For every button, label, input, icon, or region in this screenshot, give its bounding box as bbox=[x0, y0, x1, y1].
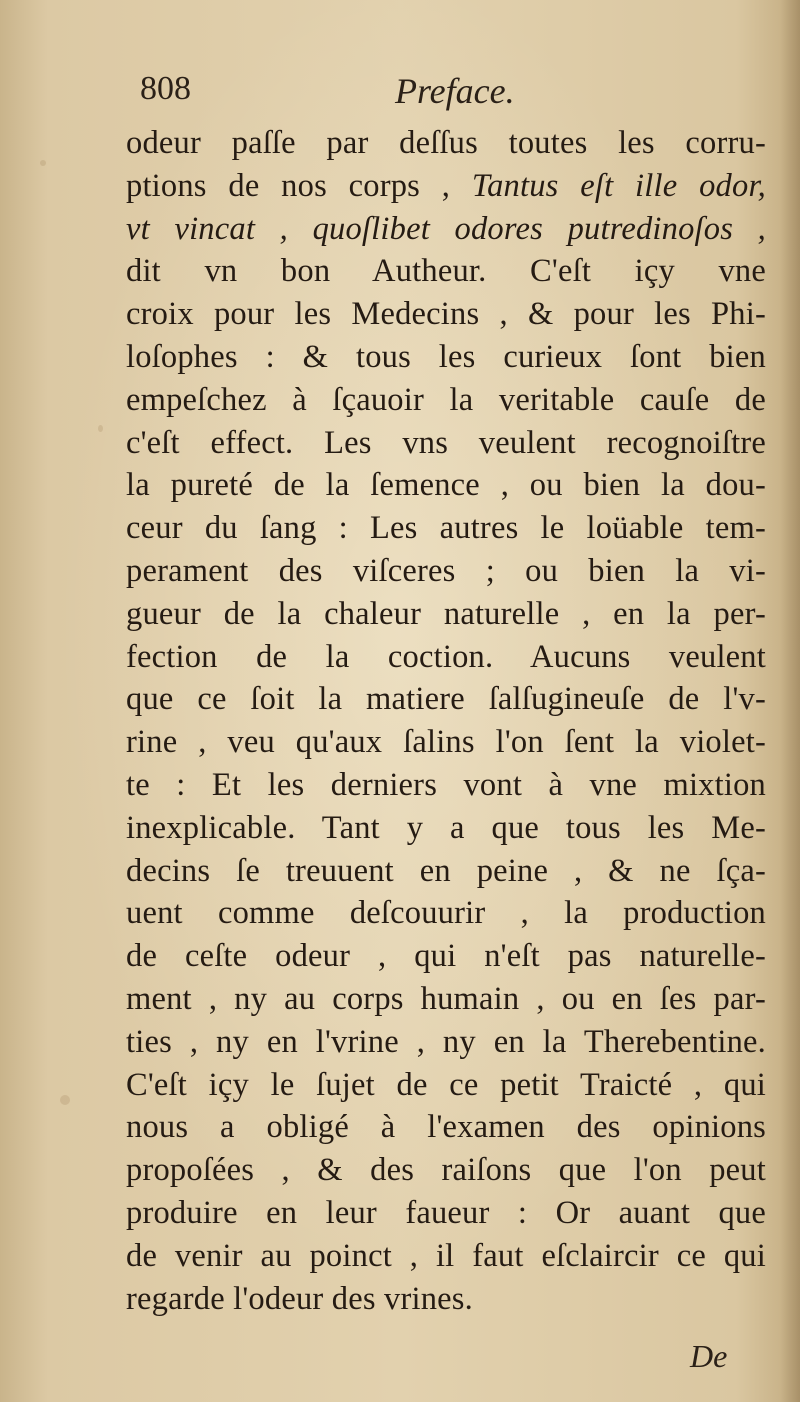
text-line: c'eſt effect. Les vns veulent recognoiſtre bbox=[126, 424, 766, 461]
text-line: ment , ny au corps humain , ou en ſes par- bbox=[126, 980, 766, 1017]
text-line: croix pour les Medecins , & pour les Phi- bbox=[126, 296, 766, 333]
foxing-spot bbox=[40, 160, 46, 166]
text-line: la pureté de la ſemence , ou bien la dou- bbox=[126, 467, 766, 504]
latin-quote: vt vincat , quoſlibet odores putredinoſos , bbox=[126, 210, 766, 247]
text-line: C'eſt içy le ſujet de ce petit Traicté , qui bbox=[126, 1066, 766, 1103]
text-line: produire en leur faueur : Or auant que bbox=[126, 1194, 766, 1231]
text-line: rine , veu qu'aux ſalins l'on ſent la violet- bbox=[126, 724, 766, 761]
text-line: de ceſte odeur , qui n'eſt pas naturelle- bbox=[126, 938, 766, 975]
text-line: perament des viſceres ; ou bien la vi- bbox=[126, 552, 766, 589]
text-line: inexplicable. Tant y a que tous les Me- bbox=[126, 809, 766, 846]
page-header bbox=[140, 62, 660, 122]
text-line: ceur du ſang : Les autres le loüable tem- bbox=[126, 510, 766, 547]
text-line: gueur de la chaleur naturelle , en la per- bbox=[126, 595, 766, 632]
foxing-spot bbox=[60, 1095, 70, 1105]
text-line: ties , ny en l'vrine , ny en la Therebentine. bbox=[126, 1023, 766, 1060]
text-line: loſophes : & tous les curieux ſont bien bbox=[126, 338, 766, 375]
text-line: propoſées , & des raiſons que l'on peut bbox=[126, 1152, 766, 1189]
page-edge-shadow bbox=[780, 0, 800, 1402]
body-text bbox=[126, 122, 766, 1320]
text-line: odeur paſſe par deſſus toutes les corru- bbox=[126, 125, 766, 161]
text-line: nous a obligé à l'examen des opinions bbox=[126, 1109, 766, 1146]
text-line: de venir au poinct , il faut eſclaircir ce qui bbox=[126, 1237, 766, 1274]
page-number: 808 bbox=[140, 70, 191, 107]
text-line: que ce ſoit la matiere ſalſugineuſe de l'v- bbox=[126, 681, 766, 718]
text-line: empeſchez à ſçauoir la veritable cauſe de bbox=[126, 381, 766, 418]
text-segment: ptions de nos corps , bbox=[126, 167, 451, 204]
text-line: decins ſe treuuent en peine , & ne ſça- bbox=[126, 852, 766, 889]
catchword: De bbox=[690, 1338, 728, 1374]
text-line bbox=[126, 165, 766, 208]
text-line: dit vn bon Autheur. C'eſt içy vne bbox=[126, 253, 766, 290]
running-head: Preface. bbox=[395, 71, 515, 111]
text-line: regarde l'odeur des vrines. bbox=[126, 1280, 473, 1317]
text-line bbox=[126, 208, 766, 251]
text-line: fection de la coction. Aucuns veulent bbox=[126, 638, 766, 675]
latin-quote: Tantus eſt ille odor, bbox=[471, 167, 767, 204]
foxing-spot bbox=[98, 425, 103, 432]
text-line: uent comme deſcouurir , la production bbox=[126, 895, 766, 932]
text-line: te : Et les derniers vont à vne mixtion bbox=[126, 766, 766, 803]
